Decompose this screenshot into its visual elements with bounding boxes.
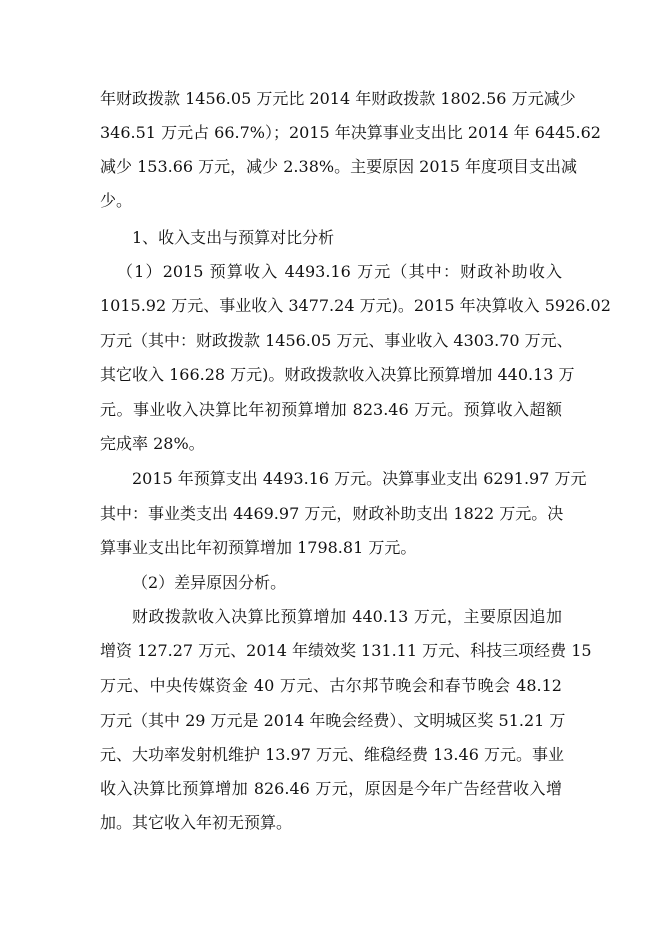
text-line: 2015 年预算支出 4493.16 万元。决算事业支出 6291.97 万元: [132, 469, 587, 488]
text-line: 财政拨款收入决算比预算增加 440.13 万元，主要原因追加: [132, 607, 562, 626]
text-line: 万元（其中 29 万元是 2014 年晚会经费）、文明城区奖 51.21 万: [100, 711, 566, 730]
text-line: 其中：事业类支出 4469.97 万元，财政补助支出 1822 万元。决: [100, 504, 564, 523]
text-line: 收入决算比预算增加 826.46 万元，原因是今年广告经营收入增: [100, 779, 562, 798]
text-line: 增资 127.27 万元、2014 年绩效奖 131.11 万元、科技三项经费 15: [100, 641, 592, 660]
text-line: 完成率 28%。: [100, 434, 205, 453]
text-line: 减少 153.66 万元，减少 2.38%。主要原因 2015 年度项目支出减: [100, 157, 577, 176]
text-line: 元、大功率发射机维护 13.97 万元、维稳经费 13.46 万元。事业: [100, 745, 564, 764]
text-line: 加。其它收入年初无预算。: [100, 813, 293, 832]
text-line: 346.51 万元占 66.7%）；2015 年决算事业支出比 2014 年 6445.62: [100, 123, 601, 142]
subsection-heading: （2）差异原因分析。: [132, 573, 287, 592]
text-line: 万元、中央传媒资金 40 万元、古尔邦节晚会和春节晚会 48.12: [100, 676, 562, 695]
text-line: 其它收入 166.28 万元)。财政拨款收入决算比预算增加 440.13 万: [100, 365, 575, 384]
section-heading: 1、收入支出与预算对比分析: [132, 228, 335, 247]
text-line: 少。: [100, 191, 133, 210]
text-line: 年财政拨款 1456.05 万元比 2014 年财政拨款 1802.56 万元减少: [100, 89, 576, 108]
subsection-heading: （1）2015 预算收入 4493.16 万元（其中：财政补助收入: [117, 262, 562, 281]
text-line: 万元（其中：财政拨款 1456.05 万元、事业收入 4303.70 万元、: [100, 331, 573, 350]
text-line: 算事业支出比年初预算增加 1798.81 万元。: [100, 538, 417, 557]
text-line: 1015.92 万元、事业收入 3477.24 万元)。2015 年决算收入 5926.02: [100, 296, 611, 315]
text-line: 元。事业收入决算比年初预算增加 823.46 万元。预算收入超额: [100, 400, 562, 419]
